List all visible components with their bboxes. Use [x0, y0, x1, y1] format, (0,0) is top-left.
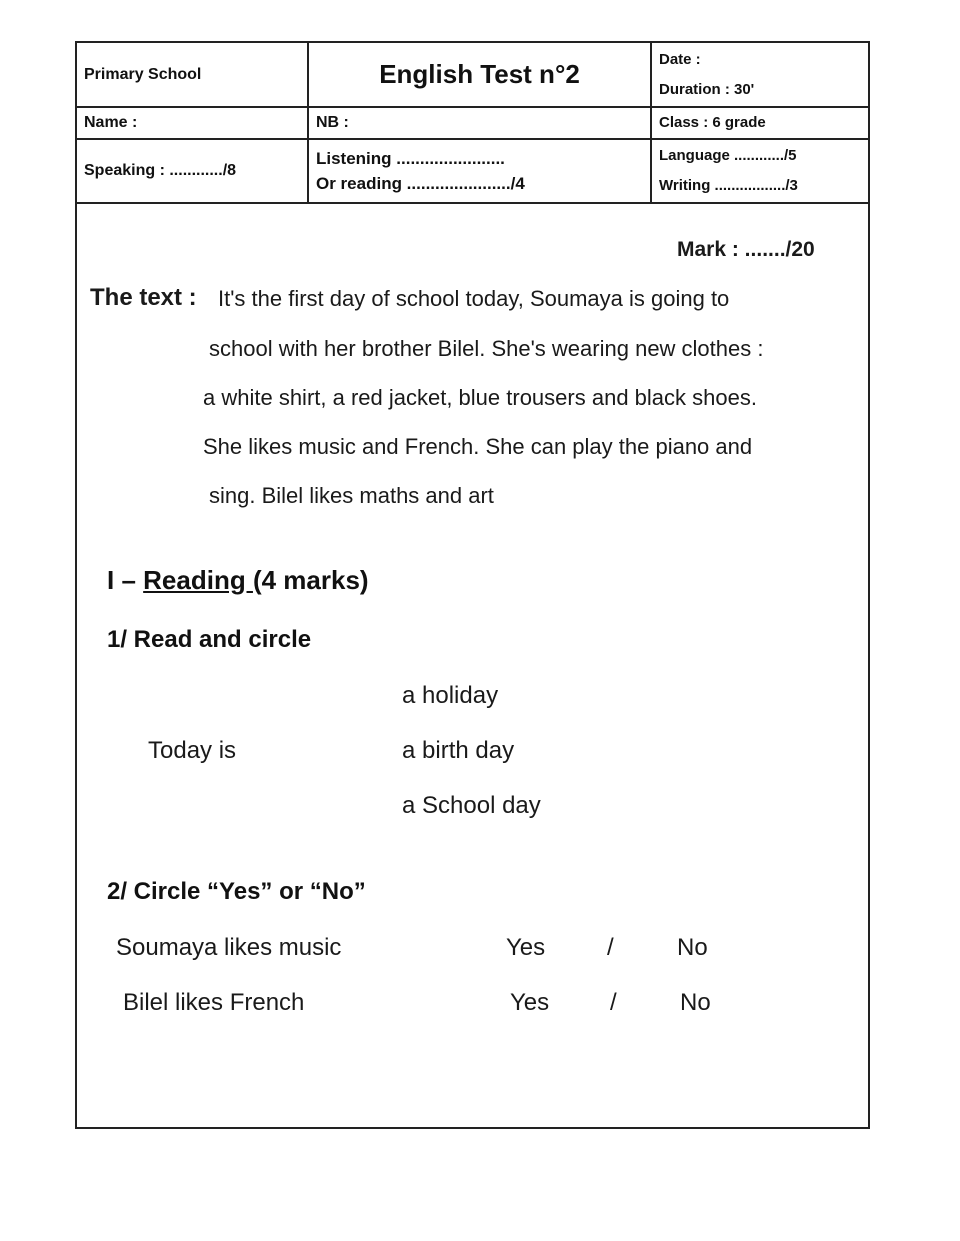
header-table	[77, 43, 868, 204]
section-prefix: I –	[107, 565, 136, 595]
listening-reading-cell	[308, 139, 651, 203]
writing-score: Writing ................./3	[659, 177, 798, 194]
text-line-3: a white shirt, a red jacket, blue trousers and black shoes.	[203, 385, 757, 410]
language-score: Language ............/5	[659, 147, 797, 164]
language-writing-cell	[651, 139, 868, 203]
q2-no-1[interactable]: No	[677, 934, 708, 961]
date-duration-cell	[651, 43, 868, 107]
speaking-score: Speaking : ............/8	[77, 139, 308, 203]
q1-stem: Today is	[148, 737, 237, 764]
school-cell: Primary School	[77, 43, 308, 107]
text-label: The text :	[90, 284, 197, 311]
q2-slash-1: /	[607, 934, 614, 961]
text-line-5: sing. Bilel likes maths and art	[209, 483, 494, 508]
text-line-4: She likes music and French. She can play the piano and	[203, 434, 753, 459]
q2-slash-2: /	[610, 989, 617, 1016]
q1-option-school-day[interactable]: a School day	[402, 792, 541, 819]
text-line-1: It's the first day of school today, Soumaya is going to	[218, 286, 730, 311]
name-field: Name :	[77, 107, 308, 139]
q2-yes-2[interactable]: Yes	[510, 989, 550, 1016]
nb-field: NB :	[308, 107, 651, 139]
q1-option-birthday[interactable]: a birth day	[402, 737, 515, 764]
q2-yes-1[interactable]: Yes	[506, 934, 546, 961]
q2-statement-2: Bilel likes French	[123, 989, 305, 1016]
date-label: Date :	[659, 50, 701, 68]
class-field: Class : 6 grade	[651, 107, 868, 139]
total-mark: Mark : ......./20	[677, 238, 815, 261]
q2-title: 2/ Circle “Yes” or “No”	[107, 878, 366, 905]
listening-score: Listening .......................	[316, 149, 505, 168]
section-marks: (4 marks)	[252, 565, 369, 595]
q2-statement-1: Soumaya likes music	[116, 934, 342, 961]
duration-label: Duration : 30'	[659, 80, 755, 98]
q2-no-2[interactable]: No	[680, 989, 711, 1016]
q1-title: 1/ Read and circle	[107, 626, 312, 653]
text-line-2: school with her brother Bilel. She's wearing new clothes :	[209, 336, 764, 361]
q1-option-holiday[interactable]: a holiday	[402, 682, 499, 709]
section-reading-heading	[107, 565, 369, 596]
section-title: Reading	[143, 565, 253, 595]
or-reading-score: Or reading ....................../4	[316, 174, 525, 193]
test-title: English Test n°2	[308, 43, 651, 107]
